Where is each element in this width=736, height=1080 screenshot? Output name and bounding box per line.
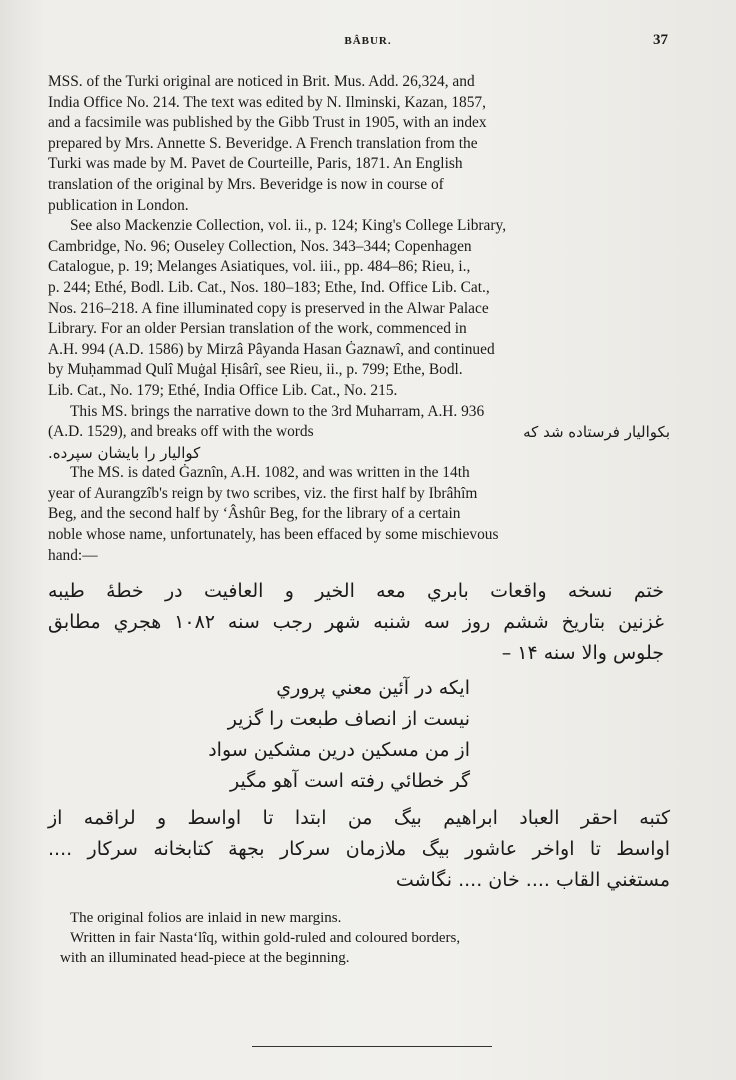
- description-notes: [48, 908, 670, 968]
- arabic-line: غزنين بتاريخ ششم روز سه شنبه شهر رجب سنه ۱۰۸۲ هجري مطابق: [48, 611, 664, 634]
- page-body: [48, 72, 670, 968]
- text-line: noble whose name, unfortunately, has been effaced by some mischievous: [48, 526, 499, 544]
- text-line: MSS. of the Turki original are noticed in Brit. Mus. Add. 26,324, and: [48, 73, 475, 90]
- page-number: 37: [653, 32, 668, 48]
- text-line-mixed: [48, 422, 670, 443]
- text-line: hand:—: [48, 546, 98, 564]
- arabic-line: ختم نسخه واقعات بابري معه الخير و العافيت در خطهٔ طيبه: [48, 580, 664, 603]
- text-line: translation of the original by Mrs. Beveridge is now in course of: [48, 175, 444, 193]
- note-line: The original folios are inlaid in new margins.: [70, 910, 342, 927]
- note-line: Written in fair Nasta‘lîq, within gold-ruled and coloured borders,: [70, 930, 461, 947]
- text-line: Turki was made by M. Pavet de Courteille, Paris, 1871. An English: [48, 155, 463, 173]
- text-line: year of Aurangzîb's reign by two scribes, viz. the first half by Ibrâhîm: [48, 484, 478, 502]
- arabic-line: جلوس والا سنه ۱۴ –: [501, 642, 664, 665]
- colophon-line: مستغني القاب .... خان .... نگاشت: [395, 869, 670, 892]
- text-fragment: (A.D. 1529), and breaks off with the words: [48, 423, 314, 441]
- text-line: This MS. brings the narrative down to the 3rd Muharram, A.H. 936: [70, 402, 485, 420]
- text-line: The MS. is dated Ġaznîn, A.H. 1082, and was written in the 14th: [70, 464, 470, 482]
- text-line: publication in London.: [48, 196, 189, 214]
- text-line: India Office No. 214. The text was edited by N. Ilminski, Kazan, 1857,: [48, 93, 486, 111]
- text-line: Cambridge, No. 96; Ouseley Collection, Nos. 343–344; Copenhagen: [48, 237, 472, 255]
- text-line: Lib. Cat., No. 179; Ethé, India Office Lib. Cat., No. 215.: [48, 381, 398, 399]
- colophon-line: اواسط تا اواخر عاشور بيگ ملازمان سرکار بجهة کتابخانه سرکار ....: [48, 838, 670, 861]
- arabic-quote: کواليار را بايشان سپرده.: [48, 443, 201, 462]
- text-line: by Muḥammad Qulî Muġal Ḥisârî, see Rieu, ii., p. 799; Ethe, Bodl.: [48, 361, 463, 379]
- text-line: A.H. 994 (A.D. 1586) by Mirzâ Pâyanda Hasan Ġaznawî, and continued: [48, 340, 495, 358]
- text-line: Beg, and the second half by ‘Âshûr Beg, for the library of a certain: [48, 505, 461, 523]
- page-header: [0, 32, 736, 52]
- paragraph-see-also: [48, 216, 670, 401]
- running-head: BÂBUR.: [344, 35, 392, 47]
- footer-rule: [252, 1046, 492, 1047]
- text-line: See also Mackenzie Collection, vol. ii., p. 124; King's College Library,: [70, 217, 507, 235]
- text-line: Library. For an older Persian translation of the work, commenced in: [48, 320, 467, 338]
- note-line: with an illuminated head-piece at the beginning.: [60, 950, 350, 967]
- arabic-quote: بکواليار فرستاده شد که: [523, 423, 670, 442]
- colophon: [48, 803, 670, 896]
- colophon-line: کتبه احقر العباد ابراهيم بيگ من ابتدا تا اواسط و لراقمه از: [48, 807, 670, 830]
- paragraph-narrative: [48, 402, 670, 464]
- text-line: prepared by Mrs. Annette S. Beveridge. A French translation from the: [48, 134, 478, 152]
- verse-line: گر خطائي رفته است آهو مگير: [229, 770, 470, 793]
- paragraph-manuscripts: [48, 72, 670, 216]
- verse-line: ايکه در آئين معني پروري: [276, 677, 470, 700]
- text-line: and a facsimile was published by the Gibb Trust in 1905, with an index: [48, 114, 487, 132]
- text-line: Catalogue, p. 19; Melanges Asiatiques, vol. iii., pp. 484–86; Rieu, i.,: [48, 258, 471, 276]
- text-line: p. 244; Ethé, Bodl. Lib. Cat., Nos. 180–183; Ethe, Ind. Office Lib. Cat.,: [48, 278, 490, 296]
- persian-verse: [48, 673, 670, 797]
- text-line: Nos. 216–218. A fine illuminated copy is preserved in the Alwar Palace: [48, 299, 489, 317]
- arabic-inscription: [48, 576, 670, 669]
- verse-line: نيست از انصاف طبعت را گزير: [227, 708, 470, 731]
- verse-line: از من مسکين درين مشکين سواد: [208, 739, 470, 762]
- paragraph-dating: [48, 463, 670, 566]
